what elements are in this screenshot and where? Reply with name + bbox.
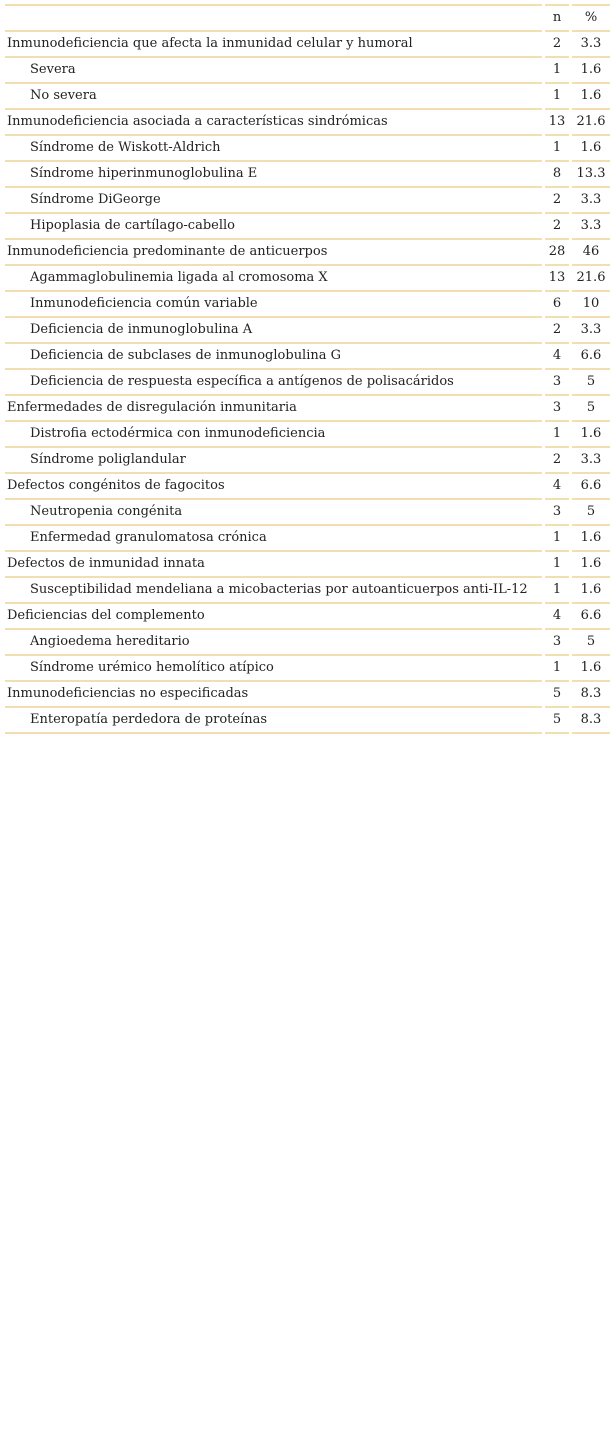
table-row [5, 394, 610, 420]
header-n: n [545, 4, 569, 30]
table-row [5, 472, 610, 498]
table-row [5, 316, 610, 342]
immunodeficiency-table [2, 4, 613, 734]
count-cell: 2 [545, 212, 569, 238]
percent-cell: 6.6 [572, 342, 610, 368]
percent-cell: 1.6 [572, 550, 610, 576]
table-row [5, 654, 610, 680]
category-label: Enfermedades de disregulación inmunitaria [5, 394, 542, 420]
percent-cell: 8.3 [572, 680, 610, 706]
count-cell: 4 [545, 342, 569, 368]
count-cell: 3 [545, 394, 569, 420]
header-pct: % [572, 4, 610, 30]
data-table [5, 4, 611, 734]
table-row [5, 342, 610, 368]
count-cell: 1 [545, 420, 569, 446]
percent-cell: 1.6 [572, 420, 610, 446]
subcategory-label: Agammaglobulinemia ligada al cromosoma X [5, 264, 542, 290]
count-cell: 1 [545, 134, 569, 160]
table-row [5, 160, 610, 186]
subcategory-label: Severa [5, 56, 542, 82]
subcategory-label: Síndrome hiperinmunoglobulina E [5, 160, 542, 186]
count-cell: 8 [545, 160, 569, 186]
count-cell: 1 [545, 654, 569, 680]
table-row [5, 446, 610, 472]
percent-cell: 3.3 [572, 30, 610, 56]
subcategory-label: No severa [5, 82, 542, 108]
table-row [5, 82, 610, 108]
percent-cell: 6.6 [572, 472, 610, 498]
count-cell: 1 [545, 576, 569, 602]
category-label: Inmunodeficiencia predominante de anticuerpos [5, 238, 542, 264]
count-cell: 13 [545, 108, 569, 134]
percent-cell: 1.6 [572, 654, 610, 680]
subcategory-label: Deficiencia de subclases de inmunoglobulina G [5, 342, 542, 368]
count-cell: 3 [545, 628, 569, 654]
count-cell: 28 [545, 238, 569, 264]
subcategory-label: Susceptibilidad mendeliana a micobacterias por autoanticuerpos anti-IL-12 [5, 576, 542, 602]
category-label: Inmunodeficiencias no especificadas [5, 680, 542, 706]
category-label: Defectos de inmunidad innata [5, 550, 542, 576]
category-label: Inmunodeficiencia que afecta la inmunidad celular y humoral [5, 30, 542, 56]
table-body [5, 30, 610, 734]
header-label [5, 4, 542, 30]
subcategory-label: Síndrome poliglandular [5, 446, 542, 472]
category-label: Defectos congénitos de fagocitos [5, 472, 542, 498]
percent-cell: 3.3 [572, 316, 610, 342]
count-cell: 2 [545, 30, 569, 56]
subcategory-label: Deficiencia de respuesta específica a antígenos de polisacáridos [5, 368, 542, 394]
subcategory-label: Inmunodeficiencia común variable [5, 290, 542, 316]
table-row [5, 498, 610, 524]
percent-cell: 10 [572, 290, 610, 316]
table-row [5, 420, 610, 446]
table-row [5, 290, 610, 316]
count-cell: 2 [545, 186, 569, 212]
percent-cell: 1.6 [572, 56, 610, 82]
percent-cell: 21.6 [572, 108, 610, 134]
subcategory-label: Deficiencia de inmunoglobulina A [5, 316, 542, 342]
percent-cell: 13.3 [572, 160, 610, 186]
count-cell: 3 [545, 368, 569, 394]
table-row [5, 264, 610, 290]
percent-cell: 1.6 [572, 576, 610, 602]
percent-cell: 5 [572, 628, 610, 654]
percent-cell: 5 [572, 394, 610, 420]
percent-cell: 8.3 [572, 706, 610, 734]
percent-cell: 1.6 [572, 134, 610, 160]
subcategory-label: Neutropenia congénita [5, 498, 542, 524]
count-cell: 13 [545, 264, 569, 290]
table-row [5, 706, 610, 734]
count-cell: 5 [545, 680, 569, 706]
count-cell: 2 [545, 316, 569, 342]
table-row [5, 602, 610, 628]
count-cell: 1 [545, 82, 569, 108]
category-label: Deficiencias del complemento [5, 602, 542, 628]
table-row [5, 524, 610, 550]
percent-cell: 5 [572, 368, 610, 394]
count-cell: 6 [545, 290, 569, 316]
table-row [5, 680, 610, 706]
count-cell: 3 [545, 498, 569, 524]
count-cell: 4 [545, 472, 569, 498]
percent-cell: 6.6 [572, 602, 610, 628]
count-cell: 4 [545, 602, 569, 628]
table-header [5, 4, 610, 30]
percent-cell: 1.6 [572, 82, 610, 108]
table-row [5, 134, 610, 160]
subcategory-label: Hipoplasia de cartílago-cabello [5, 212, 542, 238]
count-cell: 5 [545, 706, 569, 734]
subcategory-label: Enteropatía perdedora de proteínas [5, 706, 542, 734]
percent-cell: 1.6 [572, 524, 610, 550]
subcategory-label: Enfermedad granulomatosa crónica [5, 524, 542, 550]
table-row [5, 238, 610, 264]
percent-cell: 3.3 [572, 186, 610, 212]
table-row [5, 628, 610, 654]
table-row [5, 108, 610, 134]
count-cell: 2 [545, 446, 569, 472]
percent-cell: 5 [572, 498, 610, 524]
table-row [5, 368, 610, 394]
header-row [5, 4, 610, 30]
category-label: Inmunodeficiencia asociada a características sindrómicas [5, 108, 542, 134]
table-row [5, 212, 610, 238]
percent-cell: 3.3 [572, 212, 610, 238]
count-cell: 1 [545, 550, 569, 576]
percent-cell: 21.6 [572, 264, 610, 290]
table-row [5, 186, 610, 212]
percent-cell: 46 [572, 238, 610, 264]
count-cell: 1 [545, 524, 569, 550]
table-row [5, 550, 610, 576]
subcategory-label: Síndrome DiGeorge [5, 186, 542, 212]
table-row [5, 30, 610, 56]
percent-cell: 3.3 [572, 446, 610, 472]
subcategory-label: Distrofia ectodérmica con inmunodeficiencia [5, 420, 542, 446]
subcategory-label: Angioedema hereditario [5, 628, 542, 654]
count-cell: 1 [545, 56, 569, 82]
subcategory-label: Síndrome urémico hemolítico atípico [5, 654, 542, 680]
subcategory-label: Síndrome de Wiskott-Aldrich [5, 134, 542, 160]
table-row [5, 56, 610, 82]
table-row [5, 576, 610, 602]
